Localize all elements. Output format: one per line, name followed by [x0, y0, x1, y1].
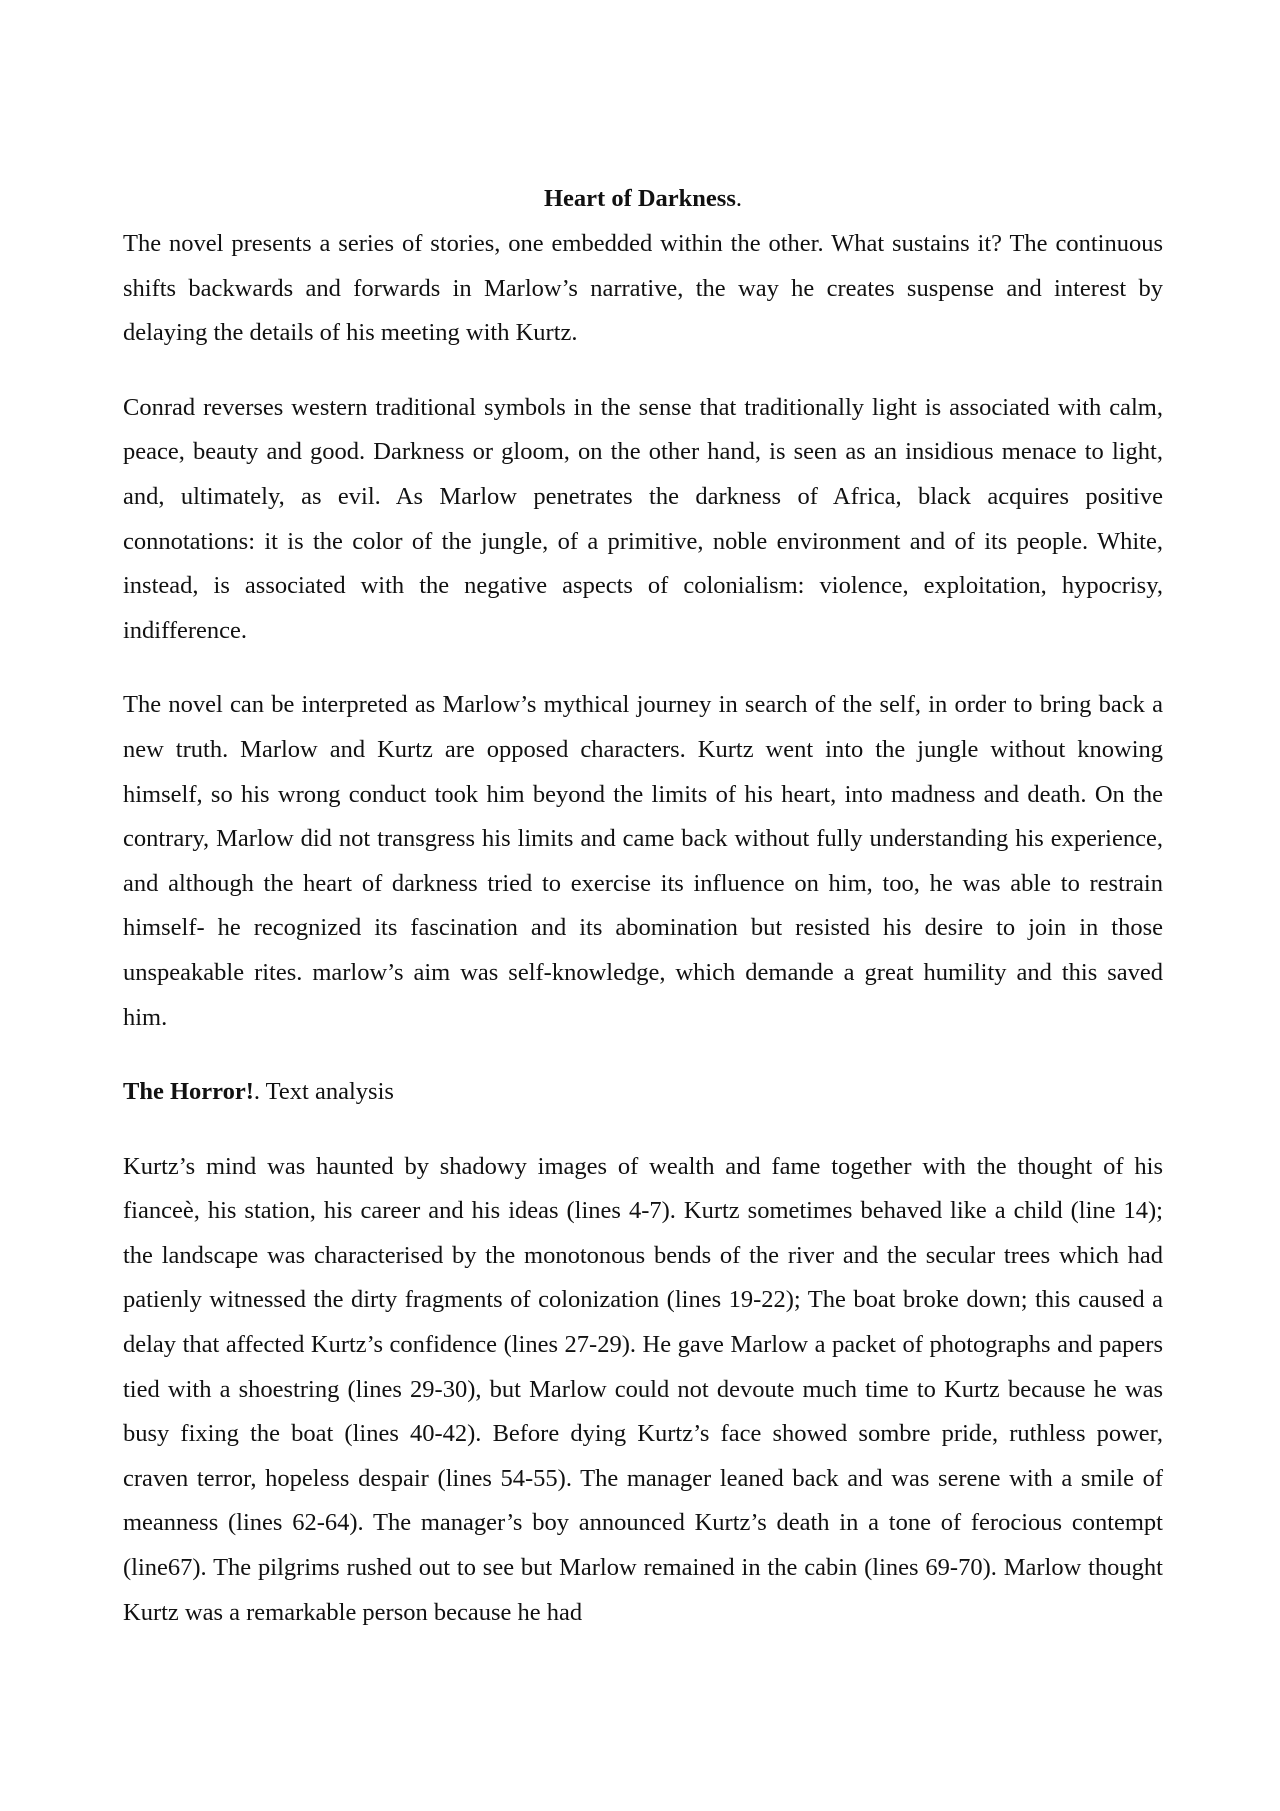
- document-page: [123, 184, 1163, 1665]
- section-heading-rest: . Text analysis: [253, 1078, 394, 1106]
- section-heading-bold: The Horror!: [123, 1078, 254, 1106]
- section-heading: [123, 1070, 1163, 1115]
- paragraph-journey: The novel can be interpreted as Marlow’s mythical journey in search of the self, in order to bring back a new truth. Marlow and Kurtz are opposed characters. Kurtz went into the jungle without knowing himself, so his wrong conduct took him beyond the limits of his heart, into madness and death. On the contrary, Marlow did not transgress his limits and came back without fully understanding his experience, and although the heart of darkness tried to exercise its influence on him, too, he was able to restrain himself- he recognized its fascination and its abomination but resisted his desire to join in those unspeakable rites. marlow’s aim was self-knowledge, which demande a great humility and this saved him.: [123, 691, 1163, 1031]
- document-title: [123, 184, 1163, 214]
- title-bold-text: Heart of Darkness: [543, 185, 736, 212]
- paragraph-analysis: Kurtz’s mind was haunted by shadowy images of wealth and fame together with the thought of his fianceè, his station, his career and his ideas (lines 4-7). Kurtz sometimes behaved like a child (line 14); the landscape was characterised by the monotonous bends of the river and the secular trees which had patienly witnessed the dirty fragments of colonization (lines 19-22); The boat broke down; this caused a delay that affected Kurtz’s confidence (lines 27-29). He gave Marlow a packet of photographs and papers tied with a shoestring (lines 29-30), but Marlow could not devoute much time to Kurtz because he was busy fixing the boat (lines 40-42). Before dying Kurtz’s face showed sombre pride, ruthless power, craven terror, hopeless despair (lines 54-55). The manager leaned back and was serene with a smile of meanness (lines 62-64). The manager’s boy announced Kurtz’s death in a tone of ferocious contempt (line67). The pilgrims rushed out to see but Marlow remained in the cabin (lines 69-70). Marlow thought Kurtz was a remarkable person because he had: [123, 1152, 1163, 1626]
- paragraph-structure: The novel presents a series of stories, one embedded within the other. What sustains it? The continuous shifts backwards and forwards in Marlow’s narrative, the way he creates suspense and interest by delaying the details of his meeting with Kurtz.: [123, 230, 1163, 347]
- title-suffix: .: [735, 185, 742, 212]
- paragraph-symbols: Conrad reverses western traditional symbols in the sense that traditionally light is associated with calm, peace, beauty and good. Darkness or gloom, on the other hand, is seen as an insidious menace to light, and, ultimately, as evil. As Marlow penetrates the darkness of Africa, black acquires positive connotations: it is the color of the jungle, of a primitive, noble environment and of its people. White, instead, is associated with the negative aspects of colonialism: violence, exploitation, hypocrisy, indifference.: [123, 393, 1163, 644]
